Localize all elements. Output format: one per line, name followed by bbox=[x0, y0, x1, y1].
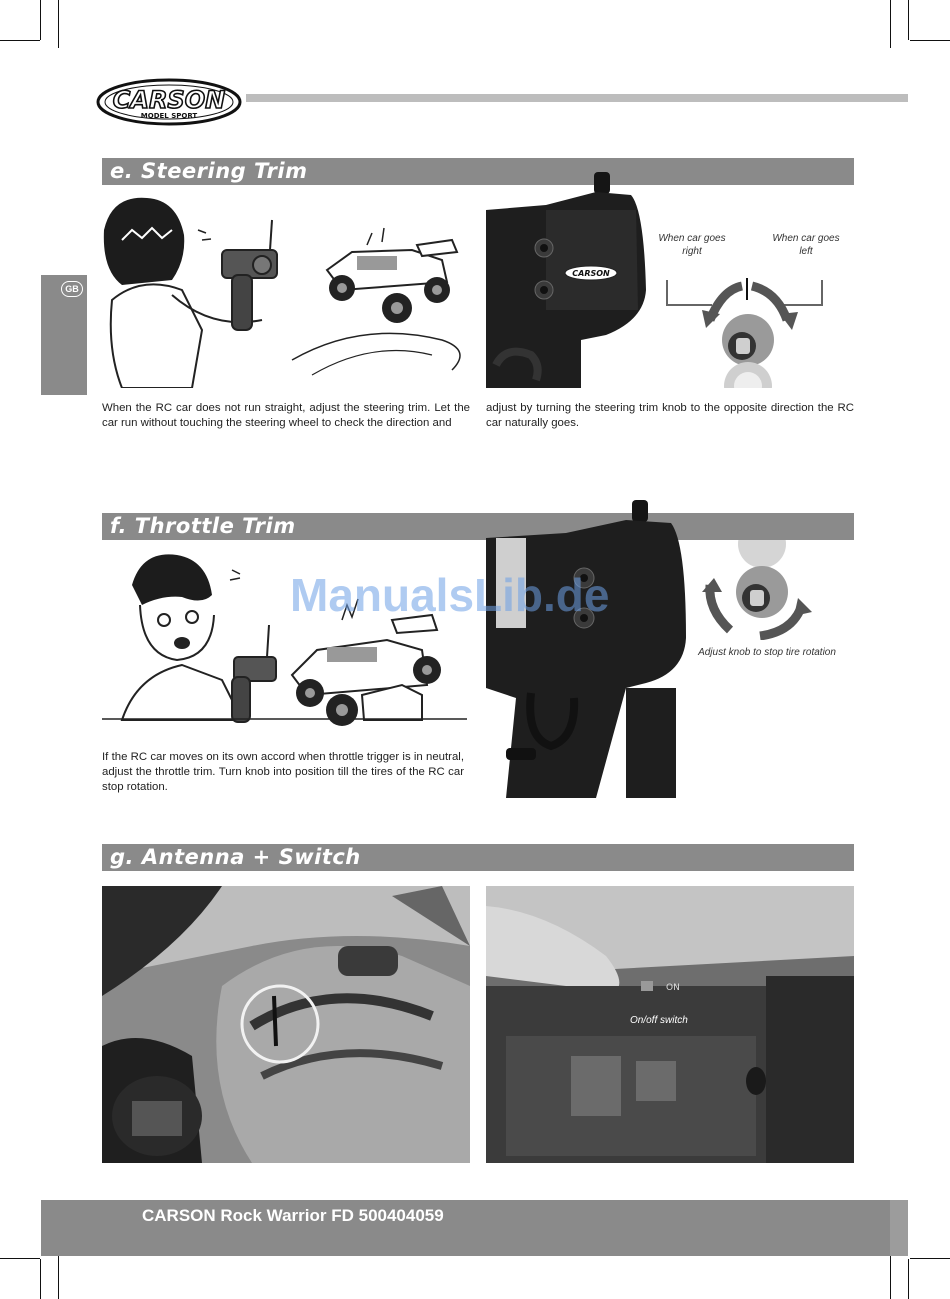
section-title-steering: e. Steering Trim bbox=[110, 159, 308, 183]
footer-title: CARSON Rock Warrior FD 500404059 bbox=[142, 1206, 444, 1225]
section-bar-steering bbox=[102, 158, 854, 185]
svg-text:CARSON: CARSON bbox=[112, 86, 226, 114]
steering-transmitter-photo bbox=[486, 170, 662, 388]
crop-mark bbox=[890, 0, 891, 48]
steering-text-left: When the RC car does not run straight, adjust the steering trim. Let the car run without touching the steering wheel to check the direction and bbox=[102, 402, 470, 429]
crop-mark bbox=[58, 1250, 59, 1299]
svg-text:MODEL SPORT: MODEL SPORT bbox=[140, 112, 198, 120]
crop-mark bbox=[908, 0, 909, 40]
watermark: ManualsLib.de bbox=[290, 569, 610, 621]
caption-goes-left: When car goes left bbox=[772, 233, 840, 257]
caption-goes-right: When car goes right bbox=[658, 233, 726, 257]
crop-mark bbox=[40, 0, 41, 40]
section-bar-antenna bbox=[102, 844, 854, 871]
crop-mark bbox=[910, 1258, 950, 1259]
crop-mark bbox=[40, 1259, 41, 1299]
crop-mark bbox=[890, 1250, 891, 1299]
language-badge: GB bbox=[61, 281, 83, 297]
section-title-throttle: f. Throttle Trim bbox=[110, 514, 296, 538]
footer-tab bbox=[890, 1200, 908, 1256]
throttle-text: If the RC car moves on its own accord when throttle trigger is in neutral, adjust the throttle trim. Turn knob into position till the tires of the RC car stop rotation. bbox=[102, 751, 464, 793]
steering-text-right: adjust by turning the steering trim knob to the opposite direction the RC car naturally goes. bbox=[486, 402, 854, 429]
carson-logo bbox=[96, 78, 242, 126]
antenna-car-photo bbox=[102, 886, 470, 1163]
crop-mark bbox=[0, 40, 40, 41]
crop-mark bbox=[58, 0, 59, 48]
throttle-transmitter-photo bbox=[486, 498, 698, 798]
section-bar-throttle bbox=[102, 513, 854, 540]
section-title-antenna: g. Antenna + Switch bbox=[110, 845, 361, 869]
crop-mark bbox=[0, 1258, 40, 1259]
svg-text:ON: ON bbox=[666, 983, 680, 993]
crop-mark bbox=[908, 1259, 909, 1299]
header-bar bbox=[246, 94, 908, 102]
throttle-knob-diagram bbox=[700, 540, 820, 640]
svg-text:CARSON: CARSON bbox=[572, 269, 610, 278]
steering-illustration bbox=[102, 190, 472, 388]
steering-knob-diagram bbox=[662, 270, 832, 388]
caption-adjust-knob: Adjust knob to stop tire rotation bbox=[698, 647, 836, 658]
caption-on-off-switch: On/off switch bbox=[630, 1015, 688, 1026]
crop-mark bbox=[910, 40, 950, 41]
